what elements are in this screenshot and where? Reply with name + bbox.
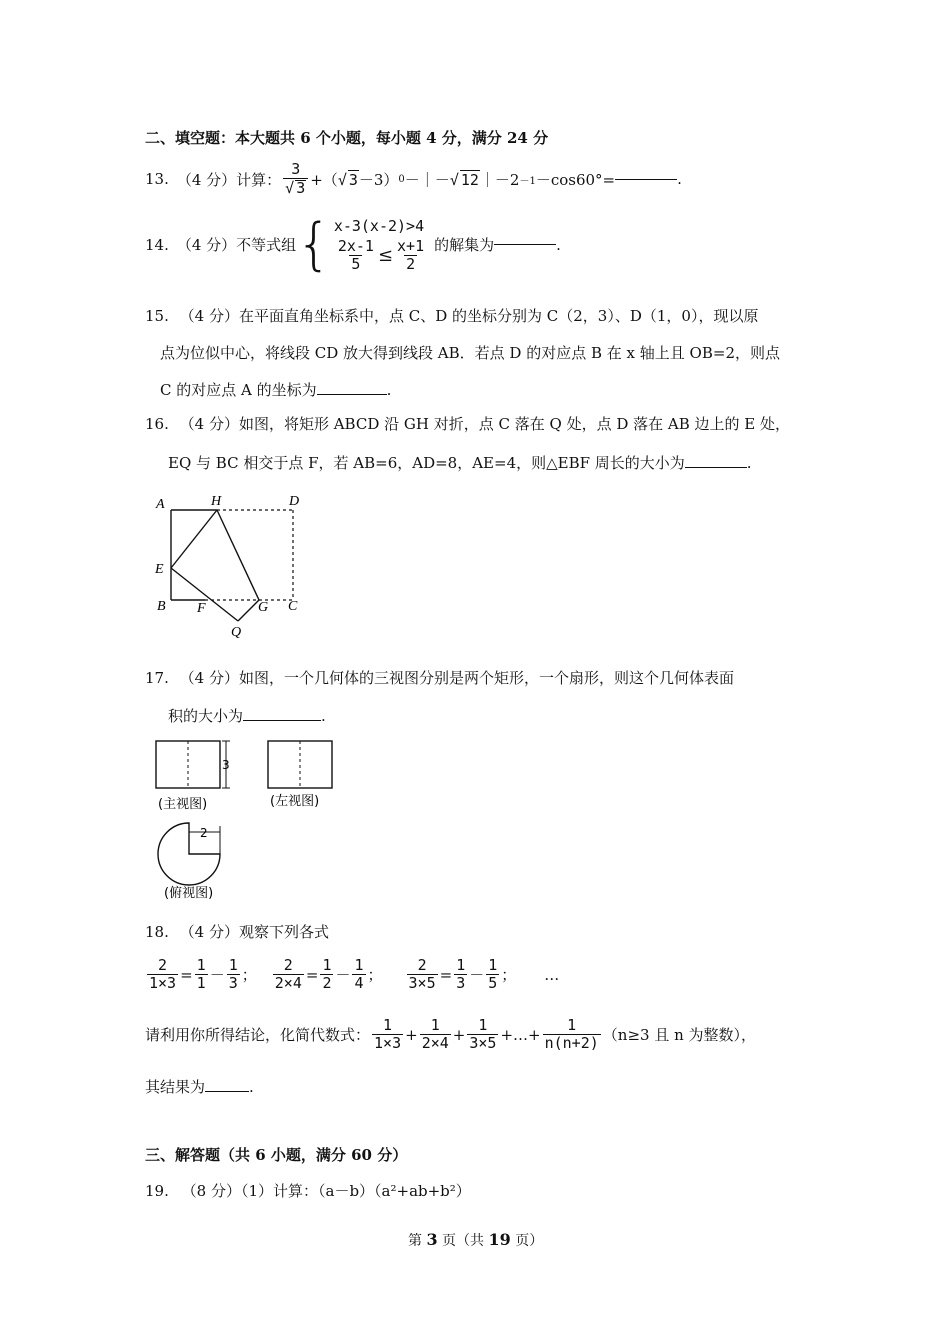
q18-answer-blank[interactable] (205, 1091, 249, 1092)
q18-f2-minus: － (335, 966, 351, 985)
q13-number: 13. (145, 170, 169, 189)
footer-mid: 页（共 (442, 1233, 485, 1249)
question-16 (145, 413, 790, 434)
q18-plus1: + (405, 1025, 418, 1044)
q18-s3-den: 3×5 (469, 1033, 497, 1052)
q15-line3-row (160, 379, 391, 400)
q16-label-f: F (197, 601, 206, 616)
q13-part5: －cos60°= (535, 170, 616, 189)
question-14 (145, 211, 561, 277)
q16-end: . (746, 454, 752, 472)
q18-f1-lhs-num: 2 (158, 956, 168, 974)
q14-end: . (556, 235, 561, 254)
q14-ineq2-right-num: x+1 (397, 237, 425, 255)
q18-f1-a (195, 958, 208, 992)
q13-part2b: －3） (358, 170, 399, 189)
q18-f3-sep: ； (501, 966, 517, 985)
q18-f3-a-den: 3 (456, 973, 466, 992)
question-18 (145, 921, 329, 942)
q14-tail: 的解集为 (434, 236, 495, 255)
q18-line2-pre: 请利用你所得结论，化简代数式： (145, 1026, 371, 1045)
q16-edge-hg (217, 510, 259, 600)
q18-sn-num: 1 (567, 1016, 577, 1034)
q16-line1: （4 分）如图，将矩形 ABCD 沿 GH 对折，点 C 落在 Q 处，点 D 落在 AB 边上的 E 处， (179, 415, 791, 433)
q18-s3-num: 1 (478, 1016, 488, 1034)
q16-label-a: A (156, 497, 165, 512)
q14-ineq2-left-den: 5 (351, 254, 361, 273)
q18-f1-eq: = (180, 965, 193, 984)
q18-f2-b-den: 4 (354, 973, 364, 992)
q19-text: （8 分）（1）计算：（a－b）（a²+ab+b²） (181, 1182, 471, 1200)
q16-label-b: B (157, 599, 166, 614)
q13-sqrt3: √ 3 (337, 170, 358, 189)
q18-f3-b (486, 958, 499, 992)
q13-sqrt12: √ 12 (449, 170, 479, 189)
question-19 (145, 1180, 471, 1201)
q13-end: . (677, 170, 682, 189)
q17-dim3-label: 3 (222, 758, 230, 772)
q14-ineq2 (334, 239, 428, 273)
q16-label-h: H (211, 494, 222, 509)
q17-line2: 积的大小为 (168, 707, 244, 725)
q17-left-label: (左视图) (270, 794, 320, 809)
q13-part2a: +（ (310, 170, 338, 189)
q17-front-label: (主视图) (158, 797, 208, 812)
q17-end: . (321, 707, 326, 725)
q13-sqrt3-radicand: 3 (348, 170, 358, 189)
q18-f3-lhs-den: 3×5 (408, 973, 436, 992)
q17-line2-row (168, 705, 326, 726)
q18-f2-lhs-den: 2×4 (274, 973, 302, 992)
q18-s2 (420, 1018, 451, 1052)
q15-answer-blank[interactable] (317, 394, 387, 395)
q18-f2-lhs (273, 958, 304, 992)
q18-line2-post: （n≥3 且 n 为整数）， (602, 1026, 757, 1045)
q14-ineq2-left (336, 239, 376, 273)
q18-s1-den: 1×3 (374, 1033, 402, 1052)
q15-line1: （4 分）在平面直角坐标系中，点 C、D 的坐标分别为 C（2，3）、D（1，0），现以原 (179, 307, 759, 325)
q14-score: （4 分）不等式组 (176, 236, 297, 255)
q13-sqrt12-radicand: 12 (460, 170, 479, 189)
question-13 (145, 162, 682, 197)
q18-f2-eq: = (305, 965, 319, 984)
q18-f2-sep: ； (367, 966, 383, 985)
q18-ellipsis: … (544, 965, 560, 984)
q18-f2-a-den: 2 (322, 973, 332, 992)
q14-ineq1: x-3(x-2)>4 (333, 217, 425, 235)
q14-answer-blank[interactable] (494, 244, 556, 245)
q13-part4: ｜－2 (479, 170, 520, 189)
q18-f2-a-num: 1 (322, 956, 332, 974)
q18-f3-b-num: 1 (488, 956, 498, 974)
q16-label-q: Q (231, 625, 242, 640)
question-15 (145, 305, 758, 326)
footer-total-pages: 19 (488, 1230, 511, 1249)
q18-f3-a (454, 958, 467, 992)
q16-line2: EQ 与 BC 相交于点 F，若 AB=6，AD=8，AE=4，则△EBF 周长的大小为 (168, 454, 685, 472)
q13-frac-den: √ 3 (283, 178, 308, 197)
q18-s3 (467, 1018, 498, 1052)
q18-f2-b-num: 1 (354, 956, 364, 974)
q16-answer-blank[interactable] (685, 467, 747, 468)
q18-number: 18. (145, 923, 169, 941)
q18-sn (543, 1018, 601, 1052)
q18-f1-lhs (147, 958, 178, 992)
q18-sn-den: n(n+2) (544, 1033, 599, 1052)
page-footer (408, 1230, 543, 1250)
q19-number: 19. (145, 1182, 169, 1200)
q14-brace: { (296, 211, 332, 277)
q18-end: . (249, 1078, 254, 1096)
q17-figure (150, 735, 350, 907)
q14-ineq2-right-den: 2 (406, 254, 416, 273)
q18-f2-a (320, 958, 333, 992)
q18-f3-eq: = (439, 965, 453, 984)
q18-line1: （4 分）观察下列各式 (179, 923, 329, 941)
q18-line3: 其结果为 (145, 1078, 206, 1096)
q18-s2-num: 1 (430, 1016, 440, 1034)
q17-number: 17. (145, 669, 169, 687)
q16-label-g: G (258, 600, 269, 615)
q14-ineq2-right (395, 239, 426, 273)
q13-frac-num: 3 (291, 160, 301, 178)
q18-f3-lhs-num: 2 (417, 956, 427, 974)
q13-frac-den-radicand: 3 (296, 178, 306, 197)
q18-s1 (372, 1018, 403, 1052)
q17-dim2-label: 2 (200, 826, 208, 840)
q18-f3-lhs (407, 958, 438, 992)
q18-f1-b-den: 3 (228, 973, 238, 992)
q18-plus2: + (452, 1025, 466, 1044)
q16-label-d: D (289, 494, 300, 509)
q18-f1-a-num: 1 (196, 956, 206, 974)
q16-edge-qg (238, 600, 259, 621)
footer-post: 页） (515, 1233, 544, 1249)
q18-f2-lhs-num: 2 (283, 956, 293, 974)
footer-page-number: 3 (426, 1230, 438, 1249)
q14-number: 14. (145, 235, 169, 254)
q18-f3-b-den: 5 (488, 973, 498, 992)
q17-line1: （4 分）如图，一个几何体的三视图分别是两个矩形，一个扇形，则这个几何体表面 (179, 669, 734, 687)
q13-answer-blank[interactable] (615, 179, 677, 180)
q18-f1-lhs-den: 1×3 (149, 973, 177, 992)
q18-dots: +…+ (500, 1025, 541, 1044)
q18-line3-row (145, 1076, 254, 1097)
q18-f1-minus: － (209, 966, 225, 985)
q13-score: （4 分）计算： (176, 170, 282, 189)
q18-f1-b-num: 1 (228, 956, 238, 974)
q14-system (334, 217, 428, 273)
q13-part3: －｜－ (404, 170, 450, 189)
q13-exp0: 0 (398, 173, 405, 185)
q18-s1-num: 1 (383, 1016, 393, 1034)
q18-f3-a-num: 1 (456, 956, 466, 974)
footer-pre: 第 (408, 1233, 422, 1249)
q16-line2-row (168, 452, 752, 473)
q13-exp-neg1: －1 (519, 175, 536, 187)
section-3-title: 三、解答题（共 6 小题，满分 60 分） (145, 1146, 408, 1164)
q16-label-c: C (288, 599, 298, 614)
q18-f3-minus: － (469, 966, 485, 985)
q18-s2-den: 2×4 (421, 1033, 449, 1052)
q13-fraction (283, 162, 308, 197)
q15-number: 15. (145, 307, 169, 325)
q18-f1-b (227, 958, 240, 992)
q15-line3: C 的对应点 A 的坐标为 (160, 381, 317, 399)
section-2-title: 二、填空题：本大题共 6 个小题，每小题 4 分，满分 24 分 (145, 129, 549, 147)
q18-line2 (145, 1018, 756, 1052)
q18-formulas (145, 958, 559, 992)
q15-end: . (386, 381, 392, 399)
question-17 (145, 667, 734, 688)
q16-number: 16. (145, 415, 169, 433)
q16-edge-he (171, 510, 217, 568)
q15-line2: 点为位似中心，将线段 CD 放大得到线段 AB．若点 D 的对应点 B 在 x 轴上且 OB=2，则点 (160, 344, 780, 362)
q17-answer-blank[interactable] (243, 720, 321, 721)
q18-f2-b (352, 958, 365, 992)
q18-f1-sep: ； (241, 966, 257, 985)
q18-f1-a-den: 1 (196, 973, 206, 992)
q16-figure (145, 488, 315, 643)
q14-ineq2-left-num: 2x-1 (337, 237, 374, 255)
q16-label-e: E (155, 562, 164, 577)
q17-top-label: (俯视图) (164, 886, 214, 901)
q14-ineq2-op: ≤ (377, 245, 394, 267)
